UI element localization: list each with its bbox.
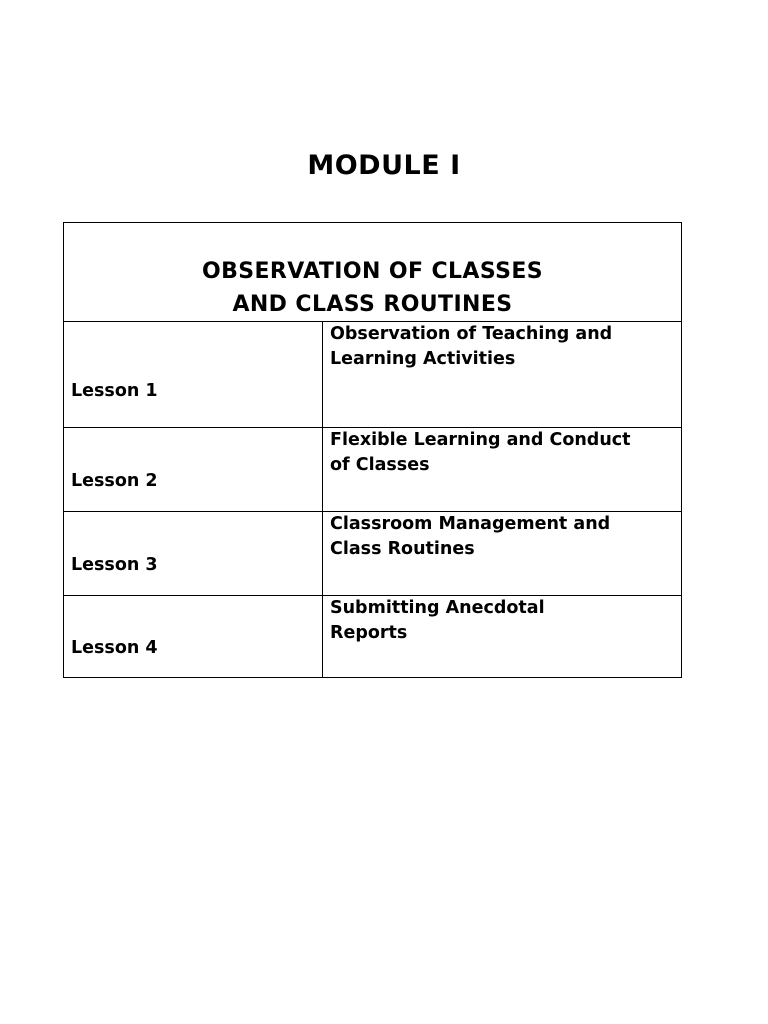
lesson-title-line-1: Observation of Teaching and <box>330 324 613 344</box>
lesson-title-line-1: Submitting Anecdotal <box>330 598 545 618</box>
heading-line-2: AND CLASS ROUTINES <box>232 292 513 317</box>
module-lessons-table <box>63 222 682 678</box>
lesson-title-line-2: Class Routines <box>330 539 475 559</box>
lesson-title-line-1: Flexible Learning and Conduct <box>330 430 631 450</box>
lesson-title <box>323 512 682 596</box>
lesson-title <box>323 596 682 678</box>
table-heading-row <box>64 223 682 322</box>
table-row <box>64 596 682 678</box>
lesson-label: Lesson 1 <box>64 322 323 428</box>
lesson-label: Lesson 2 <box>64 428 323 512</box>
lesson-title-line-2: of Classes <box>330 455 430 475</box>
lesson-title <box>323 428 682 512</box>
table-row <box>64 322 682 428</box>
lesson-label: Lesson 3 <box>64 512 323 596</box>
lesson-title <box>323 322 682 428</box>
module-title: MODULE I <box>307 150 461 181</box>
lesson-label: Lesson 4 <box>64 596 323 678</box>
table-row <box>64 512 682 596</box>
table-heading <box>64 223 682 322</box>
lesson-title-line-2: Reports <box>330 623 408 643</box>
heading-line-1: OBSERVATION OF CLASSES <box>201 259 544 284</box>
lesson-title-line-1: Classroom Management and <box>330 514 611 534</box>
table-row <box>64 428 682 512</box>
lesson-title-line-2: Learning Activities <box>330 349 516 369</box>
